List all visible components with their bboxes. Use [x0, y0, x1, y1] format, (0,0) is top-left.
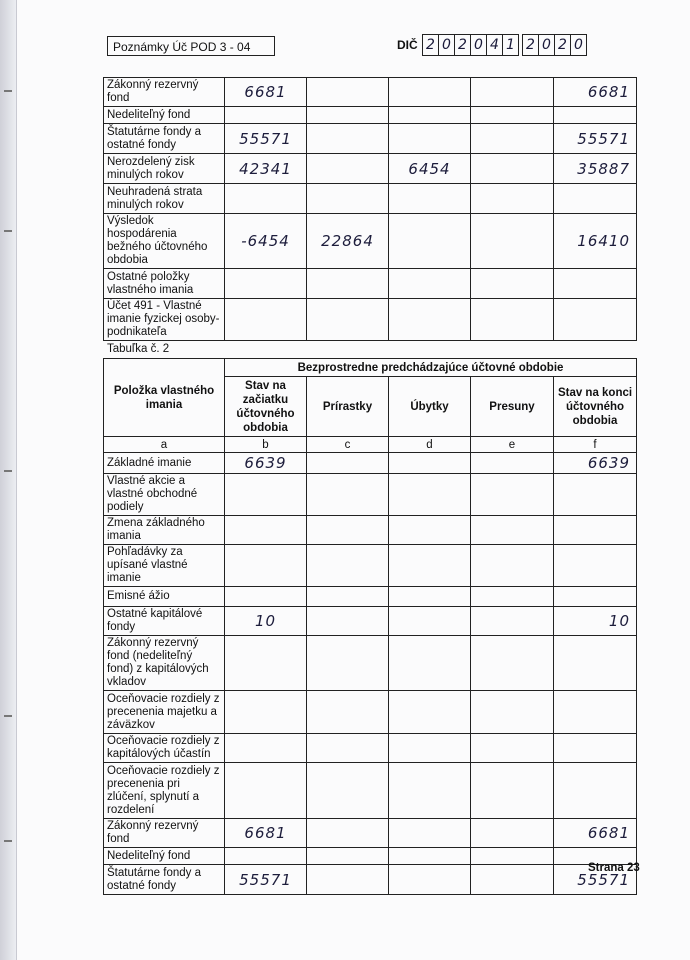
value-cell — [471, 453, 554, 474]
value-cell — [554, 587, 637, 607]
table-row — [104, 214, 637, 269]
value-cell: 55571 — [554, 865, 637, 895]
row-label: Zákonný rezervný fond — [104, 819, 225, 848]
dic-digit: 0 — [538, 34, 555, 56]
value-cell — [307, 184, 389, 214]
value-cell — [554, 184, 637, 214]
value-cell — [225, 516, 307, 545]
row-label: Štatutárne fondy a ostatné fondy — [104, 865, 225, 895]
table-row — [104, 474, 637, 516]
value-cell: 6681 — [554, 78, 637, 107]
value-cell — [554, 636, 637, 691]
value-cell: 55571 — [225, 124, 307, 154]
table-row — [104, 848, 637, 865]
row-label: Výsledok hospodárenia bežného účtovného obdobia — [104, 214, 225, 269]
value-cell: 22864 — [307, 214, 389, 269]
value-cell — [389, 848, 471, 865]
col-letter: a — [104, 437, 225, 453]
value-cell — [307, 865, 389, 895]
dic-digit: 4 — [486, 34, 503, 56]
table-row — [104, 516, 637, 545]
value-cell — [225, 269, 307, 299]
value-cell — [389, 636, 471, 691]
row-label: Oceňovacie rozdiely z kapitálových účastín — [104, 734, 225, 763]
value-cell — [225, 848, 307, 865]
value-cell — [471, 107, 554, 124]
value-cell — [471, 587, 554, 607]
row-label: Nerozdelený zisk minulých rokov — [104, 154, 225, 184]
value-cell — [471, 474, 554, 516]
value-cell — [225, 107, 307, 124]
row-label: Účet 491 - Vlastné imanie fyzickej osoby-podnikateľa — [104, 299, 225, 341]
row-label: Neuhradená strata minulých rokov — [104, 184, 225, 214]
col-letter: d — [389, 437, 471, 453]
value-cell — [471, 636, 554, 691]
value-cell — [307, 107, 389, 124]
table-row — [104, 184, 637, 214]
dic-digit: 2 — [454, 34, 471, 56]
row-label: Pohľadávky za upísané vlastné imanie — [104, 545, 225, 587]
table-row — [104, 763, 637, 819]
value-cell — [225, 299, 307, 341]
value-cell — [389, 607, 471, 636]
value-cell — [471, 269, 554, 299]
value-cell — [307, 819, 389, 848]
row-label: Zákonný rezervný fond (nedeliteľný fond) z kapitálových vkladov — [104, 636, 225, 691]
dic-digit: 2 — [522, 34, 539, 56]
value-cell: 6639 — [554, 453, 637, 474]
table-row — [104, 453, 637, 474]
value-cell — [471, 819, 554, 848]
section-label: Poznámky Úč POD 3 - 04 — [107, 36, 275, 56]
value-cell — [389, 587, 471, 607]
value-cell: 10 — [225, 607, 307, 636]
value-cell — [389, 78, 471, 107]
value-cell — [307, 124, 389, 154]
row-label: Štatutárne fondy a ostatné fondy — [104, 124, 225, 154]
value-cell — [389, 734, 471, 763]
value-cell — [307, 516, 389, 545]
value-cell — [307, 453, 389, 474]
value-cell: 6454 — [389, 154, 471, 184]
col-letter: e — [471, 437, 554, 453]
value-cell — [389, 516, 471, 545]
value-cell: 55571 — [225, 865, 307, 895]
value-cell — [389, 691, 471, 734]
value-cell — [307, 154, 389, 184]
value-cell — [554, 107, 637, 124]
value-cell: 42341 — [225, 154, 307, 184]
col-letter: b — [225, 437, 307, 453]
dic-digit: 2 — [422, 34, 439, 56]
col-b-header: Stav na začiatku účtovného obdobia — [225, 377, 307, 437]
value-cell: 6639 — [225, 453, 307, 474]
table-row — [104, 691, 637, 734]
value-cell — [389, 184, 471, 214]
value-cell: 16410 — [554, 214, 637, 269]
value-cell — [389, 763, 471, 819]
page-number: Strana 23 — [588, 862, 640, 874]
row-label: Oceňovacie rozdiely z precenenia pri zlúčení, splynutí a rozdelení — [104, 763, 225, 819]
value-cell — [307, 269, 389, 299]
value-cell — [225, 184, 307, 214]
value-cell — [554, 763, 637, 819]
value-cell — [554, 691, 637, 734]
value-cell — [389, 269, 471, 299]
dic-digit: 2 — [554, 34, 571, 56]
col-e-header: Presuny — [471, 377, 554, 437]
dic-digit: 0 — [438, 34, 455, 56]
value-cell — [471, 184, 554, 214]
col-letter: c — [307, 437, 389, 453]
value-cell — [389, 299, 471, 341]
value-cell — [225, 636, 307, 691]
value-cell — [389, 453, 471, 474]
row-label: Nedeliteľný fond — [104, 848, 225, 865]
value-cell — [389, 124, 471, 154]
row-label: Zmena základného imania — [104, 516, 225, 545]
value-cell — [471, 763, 554, 819]
period-header: Bezprostredne predchádzajúce účtovné obdobie — [225, 359, 637, 377]
table-row — [104, 587, 637, 607]
value-cell — [471, 299, 554, 341]
table-caption: Tabuľka č. 2 — [107, 343, 170, 355]
value-cell — [471, 516, 554, 545]
value-cell — [225, 763, 307, 819]
value-cell — [471, 865, 554, 895]
value-cell: 6681 — [225, 78, 307, 107]
table-row — [104, 107, 637, 124]
table-row — [104, 154, 637, 184]
value-cell — [471, 734, 554, 763]
value-cell — [307, 299, 389, 341]
value-cell — [225, 734, 307, 763]
row-label: Zákonný rezervný fond — [104, 78, 225, 107]
col-item-header: Položka vlastného imania — [104, 359, 225, 437]
value-cell — [307, 848, 389, 865]
row-label: Vlastné akcie a vlastné obchodné podiely — [104, 474, 225, 516]
value-cell — [389, 819, 471, 848]
dic-digit: 0 — [570, 34, 587, 56]
table-row — [104, 269, 637, 299]
row-label: Nedeliteľný fond — [104, 107, 225, 124]
value-cell: 55571 — [554, 124, 637, 154]
value-cell — [225, 474, 307, 516]
value-cell — [389, 214, 471, 269]
value-cell — [307, 78, 389, 107]
value-cell: 10 — [554, 607, 637, 636]
col-c-header: Prírastky — [307, 377, 389, 437]
value-cell — [554, 269, 637, 299]
value-cell: -6454 — [225, 214, 307, 269]
table-row — [104, 865, 637, 895]
value-cell: 35887 — [554, 154, 637, 184]
value-cell — [471, 78, 554, 107]
table-row — [104, 636, 637, 691]
value-cell — [307, 691, 389, 734]
value-cell — [471, 154, 554, 184]
equity-table-previous — [103, 358, 637, 895]
row-label: Ostatné kapitálové fondy — [104, 607, 225, 636]
value-cell — [471, 124, 554, 154]
table-row — [104, 78, 637, 107]
table-row — [104, 607, 637, 636]
value-cell — [471, 545, 554, 587]
value-cell — [471, 848, 554, 865]
value-cell — [307, 763, 389, 819]
value-cell — [471, 214, 554, 269]
value-cell — [389, 545, 471, 587]
table-row — [104, 299, 637, 341]
value-cell — [471, 607, 554, 636]
value-cell — [225, 587, 307, 607]
value-cell: 6681 — [554, 819, 637, 848]
value-cell — [225, 545, 307, 587]
value-cell — [307, 734, 389, 763]
value-cell — [554, 474, 637, 516]
row-label: Ostatné položky vlastného imania — [104, 269, 225, 299]
value-cell — [307, 636, 389, 691]
row-label: Základné imanie — [104, 453, 225, 474]
value-cell — [307, 587, 389, 607]
value-cell — [307, 545, 389, 587]
value-cell — [554, 516, 637, 545]
value-cell — [389, 107, 471, 124]
table-row — [104, 545, 637, 587]
row-label: Oceňovacie rozdiely z precenenia majetku a záväzkov — [104, 691, 225, 734]
value-cell — [554, 545, 637, 587]
row-label: Emisné ážio — [104, 587, 225, 607]
col-f-header: Stav na konci účtovného obdobia — [554, 377, 637, 437]
value-cell — [554, 299, 637, 341]
value-cell: 6681 — [225, 819, 307, 848]
value-cell — [389, 865, 471, 895]
dic-label: DIČ — [397, 38, 418, 52]
value-cell — [389, 474, 471, 516]
dic-digit: 1 — [502, 34, 519, 56]
dic-field — [422, 34, 586, 56]
dic-digit: 0 — [470, 34, 487, 56]
value-cell — [471, 691, 554, 734]
value-cell — [307, 474, 389, 516]
table-row — [104, 734, 637, 763]
value-cell — [554, 734, 637, 763]
equity-table-current — [103, 77, 637, 341]
value-cell — [225, 691, 307, 734]
binding-edge — [0, 0, 17, 960]
col-letter: f — [554, 437, 637, 453]
table-row — [104, 819, 637, 848]
value-cell — [307, 607, 389, 636]
table-row — [104, 124, 637, 154]
col-d-header: Úbytky — [389, 377, 471, 437]
